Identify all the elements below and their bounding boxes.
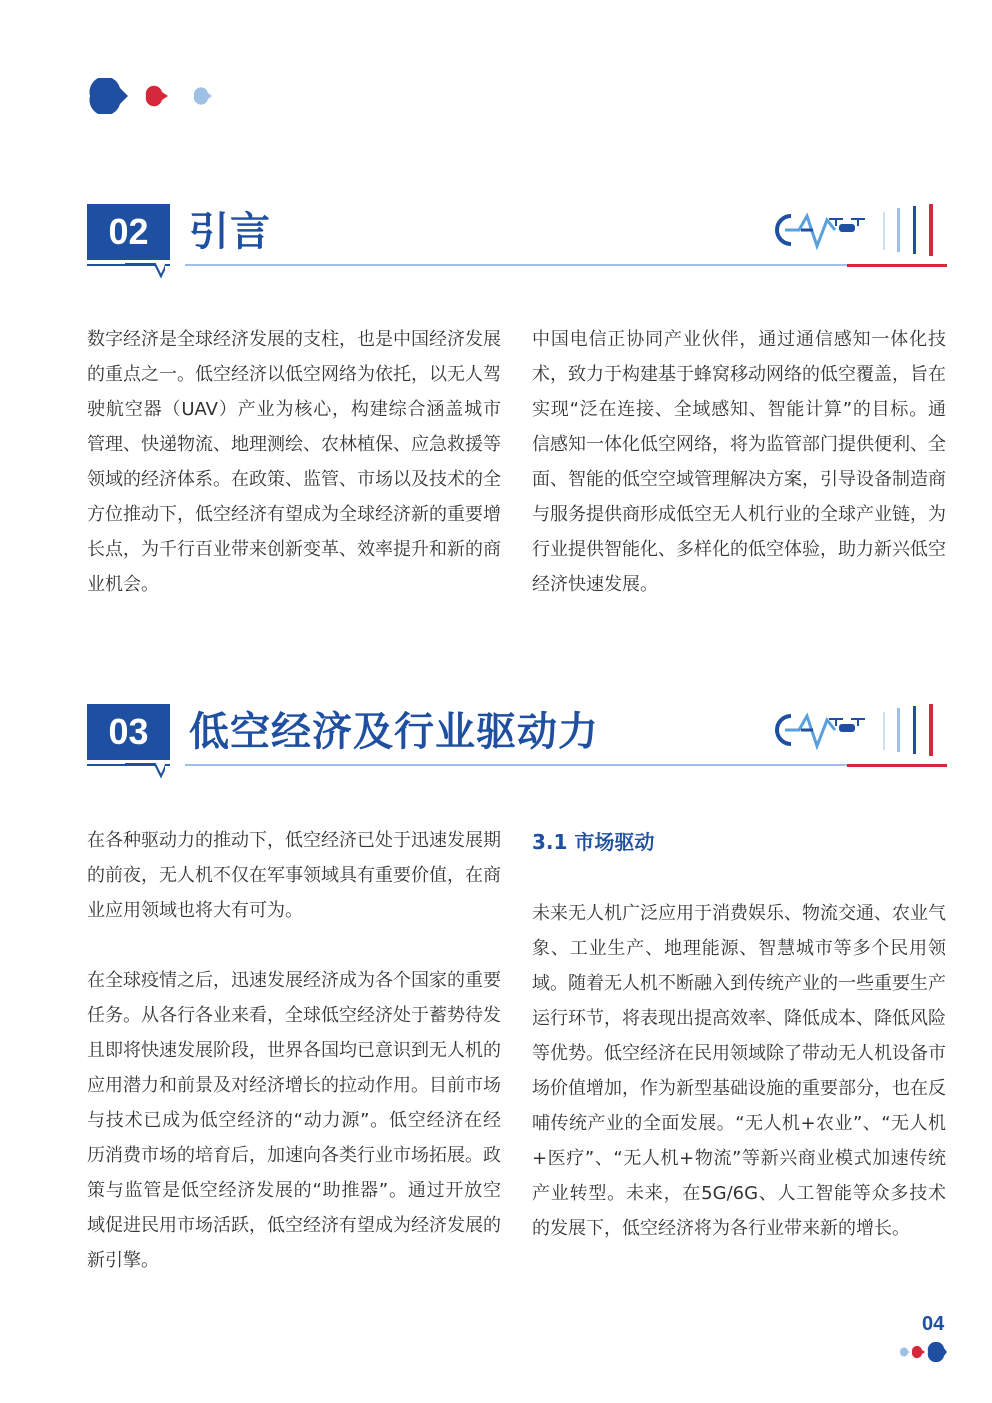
section-02-rule bbox=[185, 264, 947, 266]
section-03-rule bbox=[185, 764, 947, 766]
drone-signal-logo-icon bbox=[769, 204, 949, 258]
section-02-left-paragraph: 数字经济是全球经济发展的支柱，也是中国经济发展的重点之一。低空经济以低空网络为依托，以无人驾驶航空器（UAV）产业为核心，构建综合涵盖城市管理、快递物流、地理测绘、农林植保、应急救援等领域的经济体系。在政策、监管、市场以及技术的全方位推动下，低空经济有望成为全球经济新的重要增长点，为千行百业带来创新变革、效率提升和新的商业机会。 bbox=[87, 329, 501, 595]
section-03-header bbox=[87, 704, 947, 784]
section-02-right-paragraph: 中国电信正协同产业伙伴，通过通信感知一体化技术，致力于构建基于蜂窝移动网络的低空覆盖，旨在实现“泛在连接、全域感知、智能计算”的目标。通信感知一体化低空网络，将为监管部门提供便利、全面、智能的低空空域管理解决方案，引导设备制造商与服务提供商形成低空无人机行业的全球产业链，为行业提供智能化、多样化的低空体验，助力新兴低空经济快速发展。 bbox=[532, 329, 946, 595]
page-number: 04 bbox=[922, 1313, 945, 1335]
drone-signal-logo-icon bbox=[769, 704, 949, 758]
section-02-header bbox=[87, 204, 947, 284]
subsection-3-1-heading: 3.1 市场驱动 bbox=[532, 830, 655, 854]
section-03-left-paragraph-1: 在各种驱动力的推动下，低空经济已处于迅速发展期的前夜，无人机不仅在军事领域具有重要价值，在商业应用领域也将大有可为。 bbox=[87, 830, 501, 921]
bottom-dots-decoration bbox=[898, 1342, 948, 1362]
section-02-rule-accent bbox=[847, 264, 947, 267]
section-03-right-paragraph: 未来无人机广泛应用于消费娱乐、物流交通、农业气象、工业生产、地理能源、智慧城市等多个民用领域。随着无人机不断融入到传统产业的一些重要生产运行环节，将表现出提高效率、降低成本、降低风险等优势。低空经济在民用领域除了带动无人机设备市场价值增加，作为新型基础设施的重要部分，也在反哺传统产业的全面发展。“无人机+农业”、“无人机+医疗”、“无人机+物流”等新兴商业模式加速传统产业转型。未来，在5G/6G、人工智能等众多技术的发展下，低空经济将为各行业带来新的增长。 bbox=[532, 903, 946, 1239]
speech-tail-icon bbox=[125, 762, 165, 782]
top-dots-decoration bbox=[86, 78, 226, 114]
section-03-title: 低空经济及行业驱动力 bbox=[189, 709, 599, 755]
section-03-left-paragraph-2: 在全球疫情之后，迅速发展经济成为各个国家的重要任务。从各行各业来看，全球低空经济处于蓄势待发且即将快速发展阶段，世界各国均已意识到无人机的应用潜力和前景及对经济增长的拉动作用。目前市场与技术已成为低空经济的“动力源”。低空经济在经历消费市场的培育后，加速向各类行业市场拓展。政策与监管是低空经济发展的“助推器”。通过开放空域促进民用市场活跃，低空经济有望成为经济发展的新引擎。 bbox=[87, 970, 501, 1271]
section-02-number: 02 bbox=[87, 204, 170, 260]
speech-tail-icon bbox=[125, 262, 165, 282]
section-03-rule-accent bbox=[847, 764, 947, 767]
section-02-title: 引言 bbox=[189, 209, 271, 255]
section-03-number: 03 bbox=[87, 704, 170, 760]
